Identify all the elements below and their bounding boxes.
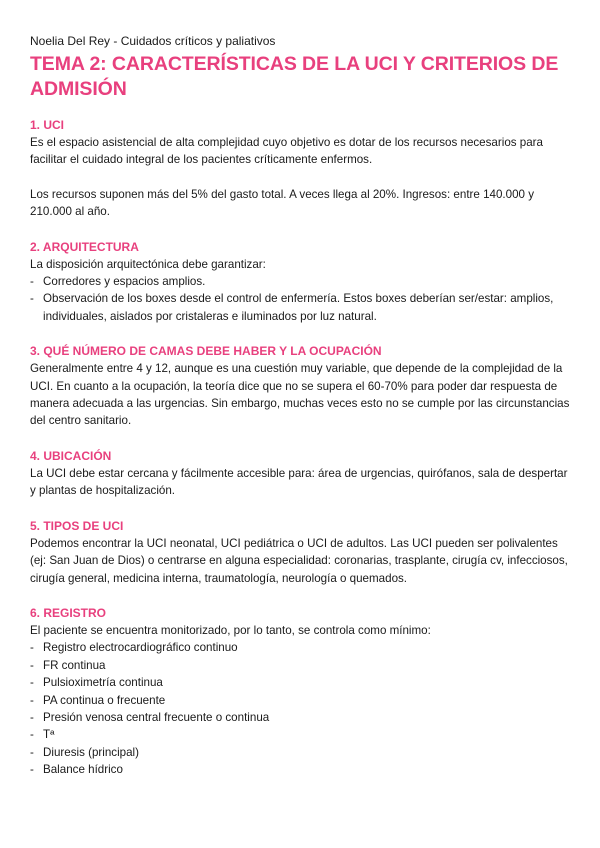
list-marker: -	[30, 763, 34, 777]
document-page	[30, 34, 575, 797]
paragraph: La UCI debe estar cercana y fácilmente accesible para: área de urgencias, quirófanos, sala de despertar y plantas de hospitalización.	[30, 466, 568, 498]
section-camas	[30, 343, 575, 430]
list-item	[30, 726, 575, 743]
section-title: 6. REGISTRO	[30, 605, 107, 620]
list-item-text: Registro electrocardiográfico continuo	[43, 641, 238, 655]
section-title: 2. ARQUITECTURA	[30, 239, 139, 254]
page-title: TEMA 2: CARACTERÍSTICAS DE LA UCI Y CRITERIOS DE ADMISIÓN	[30, 53, 559, 100]
bullet-list	[30, 273, 575, 325]
list-marker: -	[30, 641, 34, 655]
list-item	[30, 273, 575, 290]
list-item-text: Corredores y espacios amplios.	[43, 275, 206, 289]
list-item-text: Presión venosa central frecuente o continua	[43, 710, 270, 724]
list-marker: -	[30, 745, 34, 759]
section-title: 5. TIPOS DE UCI	[30, 518, 124, 533]
paragraph: El paciente se encuentra monitorizado, por lo tanto, se controla como mínimo:	[30, 623, 431, 637]
bullet-list	[30, 639, 575, 778]
list-item	[30, 674, 575, 691]
list-item-text: Observación de los boxes desde el control de enfermería. Estos boxes deberían ser/estar: amplios, individuales, aislados por cristaleras e iluminados por luz natural.	[43, 292, 554, 323]
list-marker: -	[30, 292, 34, 306]
section-uci	[30, 117, 575, 221]
list-marker: -	[30, 710, 34, 724]
section-title: 4. UBICACIÓN	[30, 448, 112, 463]
paragraph: Podemos encontrar la UCI neonatal, UCI pediátrica o UCI de adultos. Las UCI pueden ser polivalentes (ej: San Juan de Dios) o centrarse en alguna especialidad: coronarias, trasplante, cirugía cv, infecciosos, cirugía general, medicina interna, traumatología, neurología o quemados.	[30, 536, 568, 585]
author-header: Noelia Del Rey - Cuidados críticos y paliativos	[30, 34, 276, 48]
list-item-text: Diuresis (principal)	[43, 745, 139, 759]
paragraph: Generalmente entre 4 y 12, aunque es una cuestión muy variable, que depende de la complejidad de la UCI. En cuanto a la ocupación, la teoría dice que no se supera el 60-70% para poder dar respuesta de manera adecuada a las urgencias. Sin embargo, muchas veces esto no se cumple por las circunstancias del centro sanitario.	[30, 362, 570, 428]
list-item-text: PA continua o frecuente	[43, 693, 166, 707]
section-arquitectura	[30, 239, 575, 326]
section-title: 1. UCI	[30, 118, 65, 132]
list-item-text: Balance hídrico	[43, 763, 123, 777]
list-item	[30, 657, 575, 674]
list-item	[30, 761, 575, 778]
section-registro	[30, 605, 575, 779]
list-marker: -	[30, 275, 34, 289]
paragraph: Es el espacio asistencial de alta complejidad cuyo objetivo es dotar de los recursos necesarios para facilitar el cuidado integral de los pacientes críticamente enfermos.	[30, 136, 543, 167]
list-marker: -	[30, 693, 34, 707]
list-item-text: Pulsioximetría continua	[43, 676, 163, 690]
list-marker: -	[30, 658, 34, 672]
list-marker: -	[30, 728, 34, 742]
list-marker: -	[30, 676, 34, 690]
list-item-text: FR continua	[43, 658, 106, 672]
section-title: 3. QUÉ NÚMERO DE CAMAS DEBE HABER Y LA OCUPACIÓN	[30, 344, 382, 359]
section-ubicacion	[30, 448, 575, 500]
list-item	[30, 639, 575, 656]
list-item	[30, 290, 575, 325]
section-tipos	[30, 518, 575, 587]
list-item-text: Tª	[43, 728, 55, 742]
list-item	[30, 692, 575, 709]
list-item	[30, 744, 575, 761]
paragraph: Los recursos suponen más del 5% del gasto total. A veces llega al 20%. Ingresos: entre 140.000 y 210.000 al año.	[30, 187, 534, 219]
list-item	[30, 709, 575, 726]
paragraph: La disposición arquitectónica debe garantizar:	[30, 257, 266, 271]
